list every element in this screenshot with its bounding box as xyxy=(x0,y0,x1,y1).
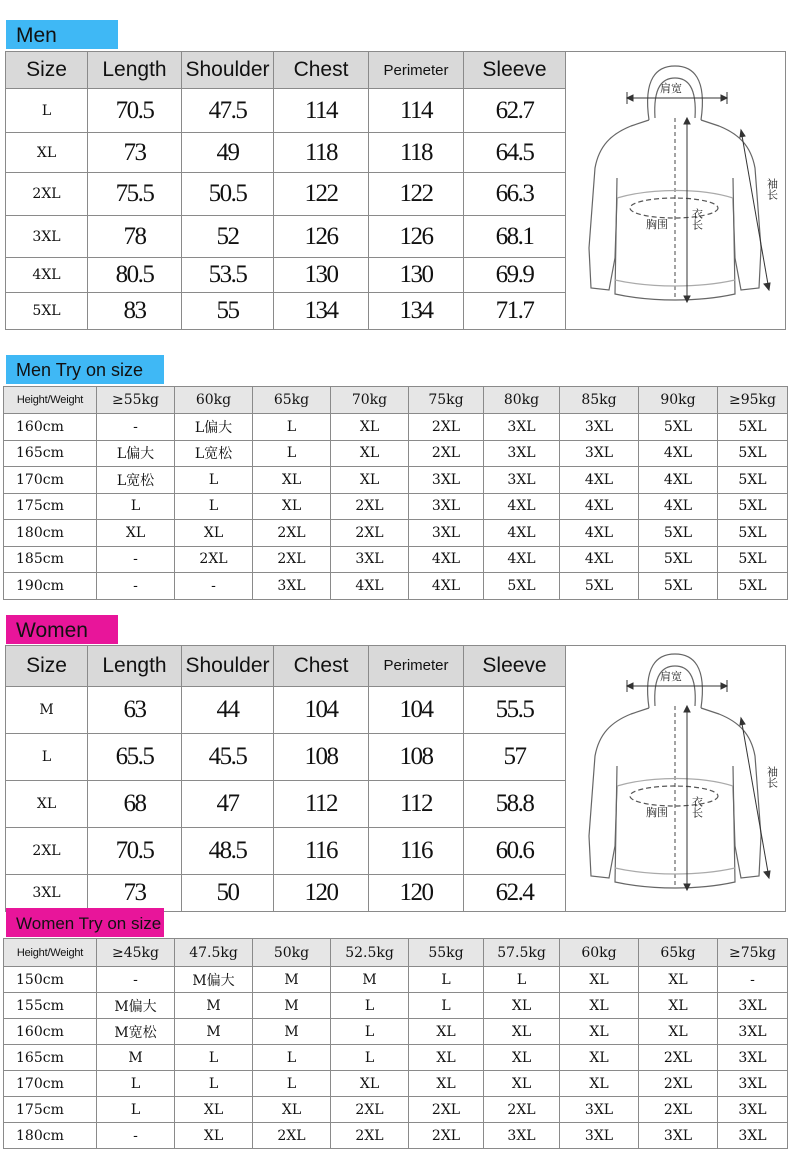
men-try-size-cell: 4XL xyxy=(560,467,639,494)
jacket-diagram xyxy=(571,58,781,318)
women-section-tag: Women xyxy=(6,615,118,644)
men-diagram-sleeve: 袖长 xyxy=(765,178,778,200)
men-col-header: Sleeve xyxy=(464,52,566,89)
women-try-height-cell: 155cm xyxy=(4,993,97,1019)
men-value-cell: 130 xyxy=(369,258,464,293)
women-try-table-row xyxy=(4,1045,788,1071)
men-try-size-cell: L xyxy=(253,414,331,441)
women-try-size-cell: 2XL xyxy=(331,1097,409,1123)
women-value-cell: 120 xyxy=(274,874,369,911)
women-try-table-row xyxy=(4,1123,788,1149)
women-try-size-cell: - xyxy=(97,967,175,993)
men-try-weight-header: 80kg xyxy=(484,387,560,414)
women-try-header-row xyxy=(4,939,788,967)
women-try-size-cell: L xyxy=(97,1097,175,1123)
women-try-size-cell: XL xyxy=(639,993,718,1019)
men-try-size-cell: 4XL xyxy=(331,573,409,600)
women-value-cell: 48.5 xyxy=(182,827,274,874)
men-value-cell: 49 xyxy=(182,133,274,173)
women-diagram-shoulder: 肩宽 xyxy=(659,670,682,683)
men-try-size-cell: XL xyxy=(253,493,331,520)
women-col-header: Length xyxy=(88,646,182,687)
men-try-weight-header: 65kg xyxy=(253,387,331,414)
men-try-size-cell: 3XL xyxy=(484,440,560,467)
men-try-height-cell: 165cm xyxy=(4,440,97,467)
women-try-size-cell: XL xyxy=(484,1071,560,1097)
women-size-cell: M xyxy=(6,686,88,733)
men-try-size-cell: 4XL xyxy=(639,440,718,467)
men-try-size-cell: 3XL xyxy=(560,440,639,467)
men-try-size-cell: 4XL xyxy=(409,546,484,573)
men-size-cell: 4XL xyxy=(6,258,88,293)
men-try-size-cell: 4XL xyxy=(484,520,560,547)
women-try-weight-header: 65kg xyxy=(639,939,718,967)
women-try-size-cell: L xyxy=(175,1045,253,1071)
women-value-cell: 65.5 xyxy=(88,733,182,780)
women-value-cell: 57 xyxy=(464,733,566,780)
men-try-size-cell: L xyxy=(175,467,253,494)
men-try-size-cell: - xyxy=(175,573,253,600)
women-value-cell: 62.4 xyxy=(464,874,566,911)
women-try-size-cell: 2XL xyxy=(409,1097,484,1123)
men-size-cell: XL xyxy=(6,133,88,173)
women-try-weight-header: ≥45kg xyxy=(97,939,175,967)
women-try-size-cell: M xyxy=(97,1045,175,1071)
women-diagram-sleeve: 袖长 xyxy=(765,766,778,788)
women-try-size-cell: 2XL xyxy=(253,1123,331,1149)
women-try-size-cell: L xyxy=(331,1019,409,1045)
men-try-weight-header: 60kg xyxy=(175,387,253,414)
women-try-weight-header: 47.5kg xyxy=(175,939,253,967)
women-try-size-cell: 3XL xyxy=(718,1045,788,1071)
men-value-cell: 78 xyxy=(88,216,182,258)
men-try-size-cell: 5XL xyxy=(484,573,560,600)
men-value-cell: 70.5 xyxy=(88,89,182,133)
women-try-weight-header: 50kg xyxy=(253,939,331,967)
men-try-table-row xyxy=(4,546,788,573)
women-try-size-cell: XL xyxy=(560,1019,639,1045)
women-try-height-cell: 150cm xyxy=(4,967,97,993)
women-try-size-cell: XL xyxy=(484,993,560,1019)
men-value-cell: 134 xyxy=(274,293,369,330)
men-value-cell: 68.1 xyxy=(464,216,566,258)
women-try-size-cell: 2XL xyxy=(639,1097,718,1123)
men-try-size-cell: 2XL xyxy=(253,546,331,573)
men-value-cell: 122 xyxy=(274,173,369,216)
women-try-size-cell: L xyxy=(331,1045,409,1071)
women-try-size-cell: M xyxy=(175,993,253,1019)
men-value-cell: 47.5 xyxy=(182,89,274,133)
women-try-size-cell: 3XL xyxy=(718,1071,788,1097)
women-try-table xyxy=(3,938,788,1149)
men-try-table xyxy=(3,386,788,600)
men-try-size-cell: 5XL xyxy=(639,546,718,573)
men-try-size-cell: L宽松 xyxy=(175,440,253,467)
men-try-height-cell: 175cm xyxy=(4,493,97,520)
men-try-table-row xyxy=(4,520,788,547)
women-try-size-cell: 2XL xyxy=(639,1045,718,1071)
women-value-cell: 63 xyxy=(88,686,182,733)
men-try-weight-header: 85kg xyxy=(560,387,639,414)
men-try-height-cell: 185cm xyxy=(4,546,97,573)
men-diagram-length: 衣长 xyxy=(690,208,703,230)
women-try-size-cell: M xyxy=(175,1019,253,1045)
men-try-size-cell: 5XL xyxy=(718,440,788,467)
women-col-header: Size xyxy=(6,646,88,687)
men-try-size-cell: 5XL xyxy=(718,467,788,494)
women-col-header: Chest xyxy=(274,646,369,687)
men-value-cell: 114 xyxy=(369,89,464,133)
women-value-cell: 50 xyxy=(182,874,274,911)
women-value-cell: 120 xyxy=(369,874,464,911)
men-value-cell: 73 xyxy=(88,133,182,173)
women-try-size-cell: L xyxy=(484,967,560,993)
men-value-cell: 66.3 xyxy=(464,173,566,216)
men-try-size-cell: XL xyxy=(331,467,409,494)
men-try-size-cell: 2XL xyxy=(409,414,484,441)
women-value-cell: 112 xyxy=(369,780,464,827)
men-try-section-tag: Men Try on size xyxy=(6,355,164,384)
women-value-cell: 55.5 xyxy=(464,686,566,733)
women-try-size-cell: 3XL xyxy=(718,993,788,1019)
women-try-size-cell: 3XL xyxy=(639,1123,718,1149)
women-try-size-cell: XL xyxy=(409,1045,484,1071)
women-try-size-cell: XL xyxy=(409,1071,484,1097)
men-size-cell: 2XL xyxy=(6,173,88,216)
women-try-size-cell: XL xyxy=(409,1019,484,1045)
men-try-size-cell: - xyxy=(97,414,175,441)
women-try-size-cell: 3XL xyxy=(560,1123,639,1149)
men-col-header: Chest xyxy=(274,52,369,89)
women-value-cell: 104 xyxy=(369,686,464,733)
women-value-cell: 116 xyxy=(369,827,464,874)
men-try-size-cell: L xyxy=(97,493,175,520)
men-try-size-cell: 5XL xyxy=(639,520,718,547)
men-value-cell: 50.5 xyxy=(182,173,274,216)
men-try-size-cell: 3XL xyxy=(409,493,484,520)
men-try-size-cell: L偏大 xyxy=(97,440,175,467)
women-try-size-cell: 2XL xyxy=(484,1097,560,1123)
women-diagram-chest: 胸围 xyxy=(645,806,668,819)
women-size-table xyxy=(5,645,786,912)
men-value-cell: 122 xyxy=(369,173,464,216)
women-try-size-cell: M xyxy=(253,967,331,993)
women-size-cell: 3XL xyxy=(6,874,88,911)
men-try-size-cell: 4XL xyxy=(484,493,560,520)
women-value-cell: 108 xyxy=(274,733,369,780)
women-value-cell: 45.5 xyxy=(182,733,274,780)
women-value-cell: 73 xyxy=(88,874,182,911)
women-col-header: Perimeter xyxy=(369,646,464,687)
women-try-size-cell: M xyxy=(253,1019,331,1045)
women-try-size-cell: L xyxy=(409,993,484,1019)
men-try-size-cell: XL xyxy=(331,414,409,441)
women-try-size-cell: M xyxy=(253,993,331,1019)
men-try-size-cell: 3XL xyxy=(409,467,484,494)
men-try-size-cell: XL xyxy=(97,520,175,547)
men-try-size-cell: 4XL xyxy=(639,493,718,520)
women-measure-diagram xyxy=(566,646,786,912)
women-try-size-cell: L xyxy=(175,1071,253,1097)
men-size-table xyxy=(5,51,786,330)
men-col-header: Size xyxy=(6,52,88,89)
women-try-size-cell: 3XL xyxy=(560,1097,639,1123)
men-try-height-cell: 160cm xyxy=(4,414,97,441)
women-value-cell: 68 xyxy=(88,780,182,827)
men-col-header: Shoulder xyxy=(182,52,274,89)
men-try-size-cell: 4XL xyxy=(639,467,718,494)
women-try-size-cell: M xyxy=(331,967,409,993)
men-try-corner-header: Height/Weight xyxy=(4,387,97,414)
women-try-height-cell: 165cm xyxy=(4,1045,97,1071)
men-try-size-cell: 3XL xyxy=(560,414,639,441)
men-size-cell: L xyxy=(6,89,88,133)
women-try-section-tag: Women Try on size xyxy=(6,908,164,937)
women-value-cell: 47 xyxy=(182,780,274,827)
men-try-table-row xyxy=(4,493,788,520)
women-try-size-cell: XL xyxy=(560,1045,639,1071)
men-try-height-cell: 180cm xyxy=(4,520,97,547)
men-try-size-cell: 5XL xyxy=(718,546,788,573)
women-try-table-row xyxy=(4,1019,788,1045)
women-value-cell: 112 xyxy=(274,780,369,827)
men-col-header: Length xyxy=(88,52,182,89)
women-try-size-cell: M宽松 xyxy=(97,1019,175,1045)
women-try-size-cell: 2XL xyxy=(409,1123,484,1149)
men-try-table-row xyxy=(4,467,788,494)
men-try-size-cell: L xyxy=(175,493,253,520)
men-value-cell: 118 xyxy=(274,133,369,173)
men-try-table-row xyxy=(4,440,788,467)
women-size-cell: XL xyxy=(6,780,88,827)
men-try-table-row xyxy=(4,414,788,441)
men-try-size-cell: 5XL xyxy=(718,414,788,441)
women-try-size-cell: L xyxy=(253,1071,331,1097)
men-try-size-cell: L xyxy=(253,440,331,467)
men-try-height-cell: 170cm xyxy=(4,467,97,494)
men-try-header-row xyxy=(4,387,788,414)
men-try-size-cell: 5XL xyxy=(718,573,788,600)
men-diagram-shoulder: 肩宽 xyxy=(659,82,682,95)
men-try-size-cell: 5XL xyxy=(639,414,718,441)
women-try-height-cell: 160cm xyxy=(4,1019,97,1045)
women-try-size-cell: 3XL xyxy=(718,1097,788,1123)
women-value-cell: 108 xyxy=(369,733,464,780)
men-try-size-cell: 3XL xyxy=(484,414,560,441)
men-try-size-cell: 2XL xyxy=(409,440,484,467)
women-try-size-cell: XL xyxy=(484,1045,560,1071)
women-value-cell: 116 xyxy=(274,827,369,874)
men-try-weight-header: ≥55kg xyxy=(97,387,175,414)
women-col-header: Sleeve xyxy=(464,646,566,687)
women-try-height-cell: 180cm xyxy=(4,1123,97,1149)
men-try-size-cell: L偏大 xyxy=(175,414,253,441)
women-try-height-cell: 170cm xyxy=(4,1071,97,1097)
women-try-size-cell: XL xyxy=(175,1123,253,1149)
men-try-size-cell: 5XL xyxy=(639,573,718,600)
men-try-size-cell: 3XL xyxy=(253,573,331,600)
men-header-row xyxy=(6,52,786,89)
women-value-cell: 44 xyxy=(182,686,274,733)
women-try-size-cell: XL xyxy=(331,1071,409,1097)
women-try-size-cell: XL xyxy=(639,1019,718,1045)
men-size-cell: 5XL xyxy=(6,293,88,330)
women-value-cell: 60.6 xyxy=(464,827,566,874)
men-try-size-cell: XL xyxy=(331,440,409,467)
men-value-cell: 55 xyxy=(182,293,274,330)
men-size-cell: 3XL xyxy=(6,216,88,258)
men-value-cell: 71.7 xyxy=(464,293,566,330)
women-try-size-cell: XL xyxy=(560,967,639,993)
men-try-size-cell: L宽松 xyxy=(97,467,175,494)
men-section-tag: Men xyxy=(6,20,118,49)
women-try-size-cell: L xyxy=(409,967,484,993)
men-value-cell: 53.5 xyxy=(182,258,274,293)
men-try-size-cell: 5XL xyxy=(718,493,788,520)
women-try-size-cell: XL xyxy=(560,1071,639,1097)
men-try-height-cell: 190cm xyxy=(4,573,97,600)
women-diagram-length: 衣长 xyxy=(690,796,703,818)
men-value-cell: 64.5 xyxy=(464,133,566,173)
women-try-size-cell: L xyxy=(253,1045,331,1071)
women-try-size-cell: - xyxy=(97,1123,175,1149)
men-value-cell: 52 xyxy=(182,216,274,258)
men-try-size-cell: XL xyxy=(253,467,331,494)
women-try-size-cell: 3XL xyxy=(718,1123,788,1149)
women-try-size-cell: 2XL xyxy=(639,1071,718,1097)
men-value-cell: 130 xyxy=(274,258,369,293)
men-try-size-cell: 3XL xyxy=(484,467,560,494)
men-measure-diagram xyxy=(566,52,786,330)
women-try-size-cell: 3XL xyxy=(484,1123,560,1149)
women-try-size-cell: XL xyxy=(484,1019,560,1045)
women-try-height-cell: 175cm xyxy=(4,1097,97,1123)
men-col-header: Perimeter xyxy=(369,52,464,89)
women-try-size-cell: - xyxy=(718,967,788,993)
men-value-cell: 114 xyxy=(274,89,369,133)
women-try-weight-header: 60kg xyxy=(560,939,639,967)
men-try-weight-header: 70kg xyxy=(331,387,409,414)
women-size-cell: L xyxy=(6,733,88,780)
men-value-cell: 83 xyxy=(88,293,182,330)
men-value-cell: 134 xyxy=(369,293,464,330)
women-try-size-cell: M偏大 xyxy=(97,993,175,1019)
men-try-weight-header: 75kg xyxy=(409,387,484,414)
jacket-diagram xyxy=(571,646,781,906)
women-try-size-cell: XL xyxy=(639,967,718,993)
women-try-size-cell: 2XL xyxy=(331,1123,409,1149)
men-try-size-cell: XL xyxy=(175,520,253,547)
men-try-size-cell: 3XL xyxy=(331,546,409,573)
women-try-weight-header: ≥75kg xyxy=(718,939,788,967)
men-value-cell: 80.5 xyxy=(88,258,182,293)
men-value-cell: 69.9 xyxy=(464,258,566,293)
women-col-header: Shoulder xyxy=(182,646,274,687)
women-try-size-cell: XL xyxy=(560,993,639,1019)
women-value-cell: 70.5 xyxy=(88,827,182,874)
women-value-cell: 58.8 xyxy=(464,780,566,827)
men-try-weight-header: 90kg xyxy=(639,387,718,414)
women-size-cell: 2XL xyxy=(6,827,88,874)
women-try-size-cell: L xyxy=(331,993,409,1019)
men-value-cell: 118 xyxy=(369,133,464,173)
women-value-cell: 104 xyxy=(274,686,369,733)
men-diagram-chest: 胸围 xyxy=(645,218,668,231)
women-try-size-cell: M偏大 xyxy=(175,967,253,993)
women-try-size-cell: XL xyxy=(175,1097,253,1123)
women-try-size-cell: XL xyxy=(253,1097,331,1123)
men-try-size-cell: 4XL xyxy=(560,546,639,573)
women-try-table-row xyxy=(4,1071,788,1097)
men-value-cell: 62.7 xyxy=(464,89,566,133)
women-try-table-row xyxy=(4,993,788,1019)
men-try-size-cell: 4XL xyxy=(560,520,639,547)
men-try-size-cell: 4XL xyxy=(560,493,639,520)
men-try-size-cell: 4XL xyxy=(409,573,484,600)
men-value-cell: 75.5 xyxy=(88,173,182,216)
men-try-table-row xyxy=(4,573,788,600)
men-try-size-cell: 2XL xyxy=(331,520,409,547)
men-try-size-cell: 4XL xyxy=(484,546,560,573)
men-try-size-cell: 2XL xyxy=(331,493,409,520)
men-try-size-cell: - xyxy=(97,573,175,600)
women-try-corner-header: Height/Weight xyxy=(4,939,97,967)
men-try-size-cell: 2XL xyxy=(253,520,331,547)
men-value-cell: 126 xyxy=(369,216,464,258)
men-try-size-cell: 5XL xyxy=(560,573,639,600)
men-try-size-cell: 3XL xyxy=(409,520,484,547)
women-try-weight-header: 57.5kg xyxy=(484,939,560,967)
men-try-size-cell: 5XL xyxy=(718,520,788,547)
women-try-weight-header: 52.5kg xyxy=(331,939,409,967)
women-try-size-cell: 3XL xyxy=(718,1019,788,1045)
men-try-size-cell: 2XL xyxy=(175,546,253,573)
women-try-table-row xyxy=(4,967,788,993)
women-try-weight-header: 55kg xyxy=(409,939,484,967)
men-value-cell: 126 xyxy=(274,216,369,258)
women-try-size-cell: L xyxy=(97,1071,175,1097)
women-try-table-row xyxy=(4,1097,788,1123)
men-try-size-cell: - xyxy=(97,546,175,573)
women-header-row xyxy=(6,646,786,687)
men-try-weight-header: ≥95kg xyxy=(718,387,788,414)
